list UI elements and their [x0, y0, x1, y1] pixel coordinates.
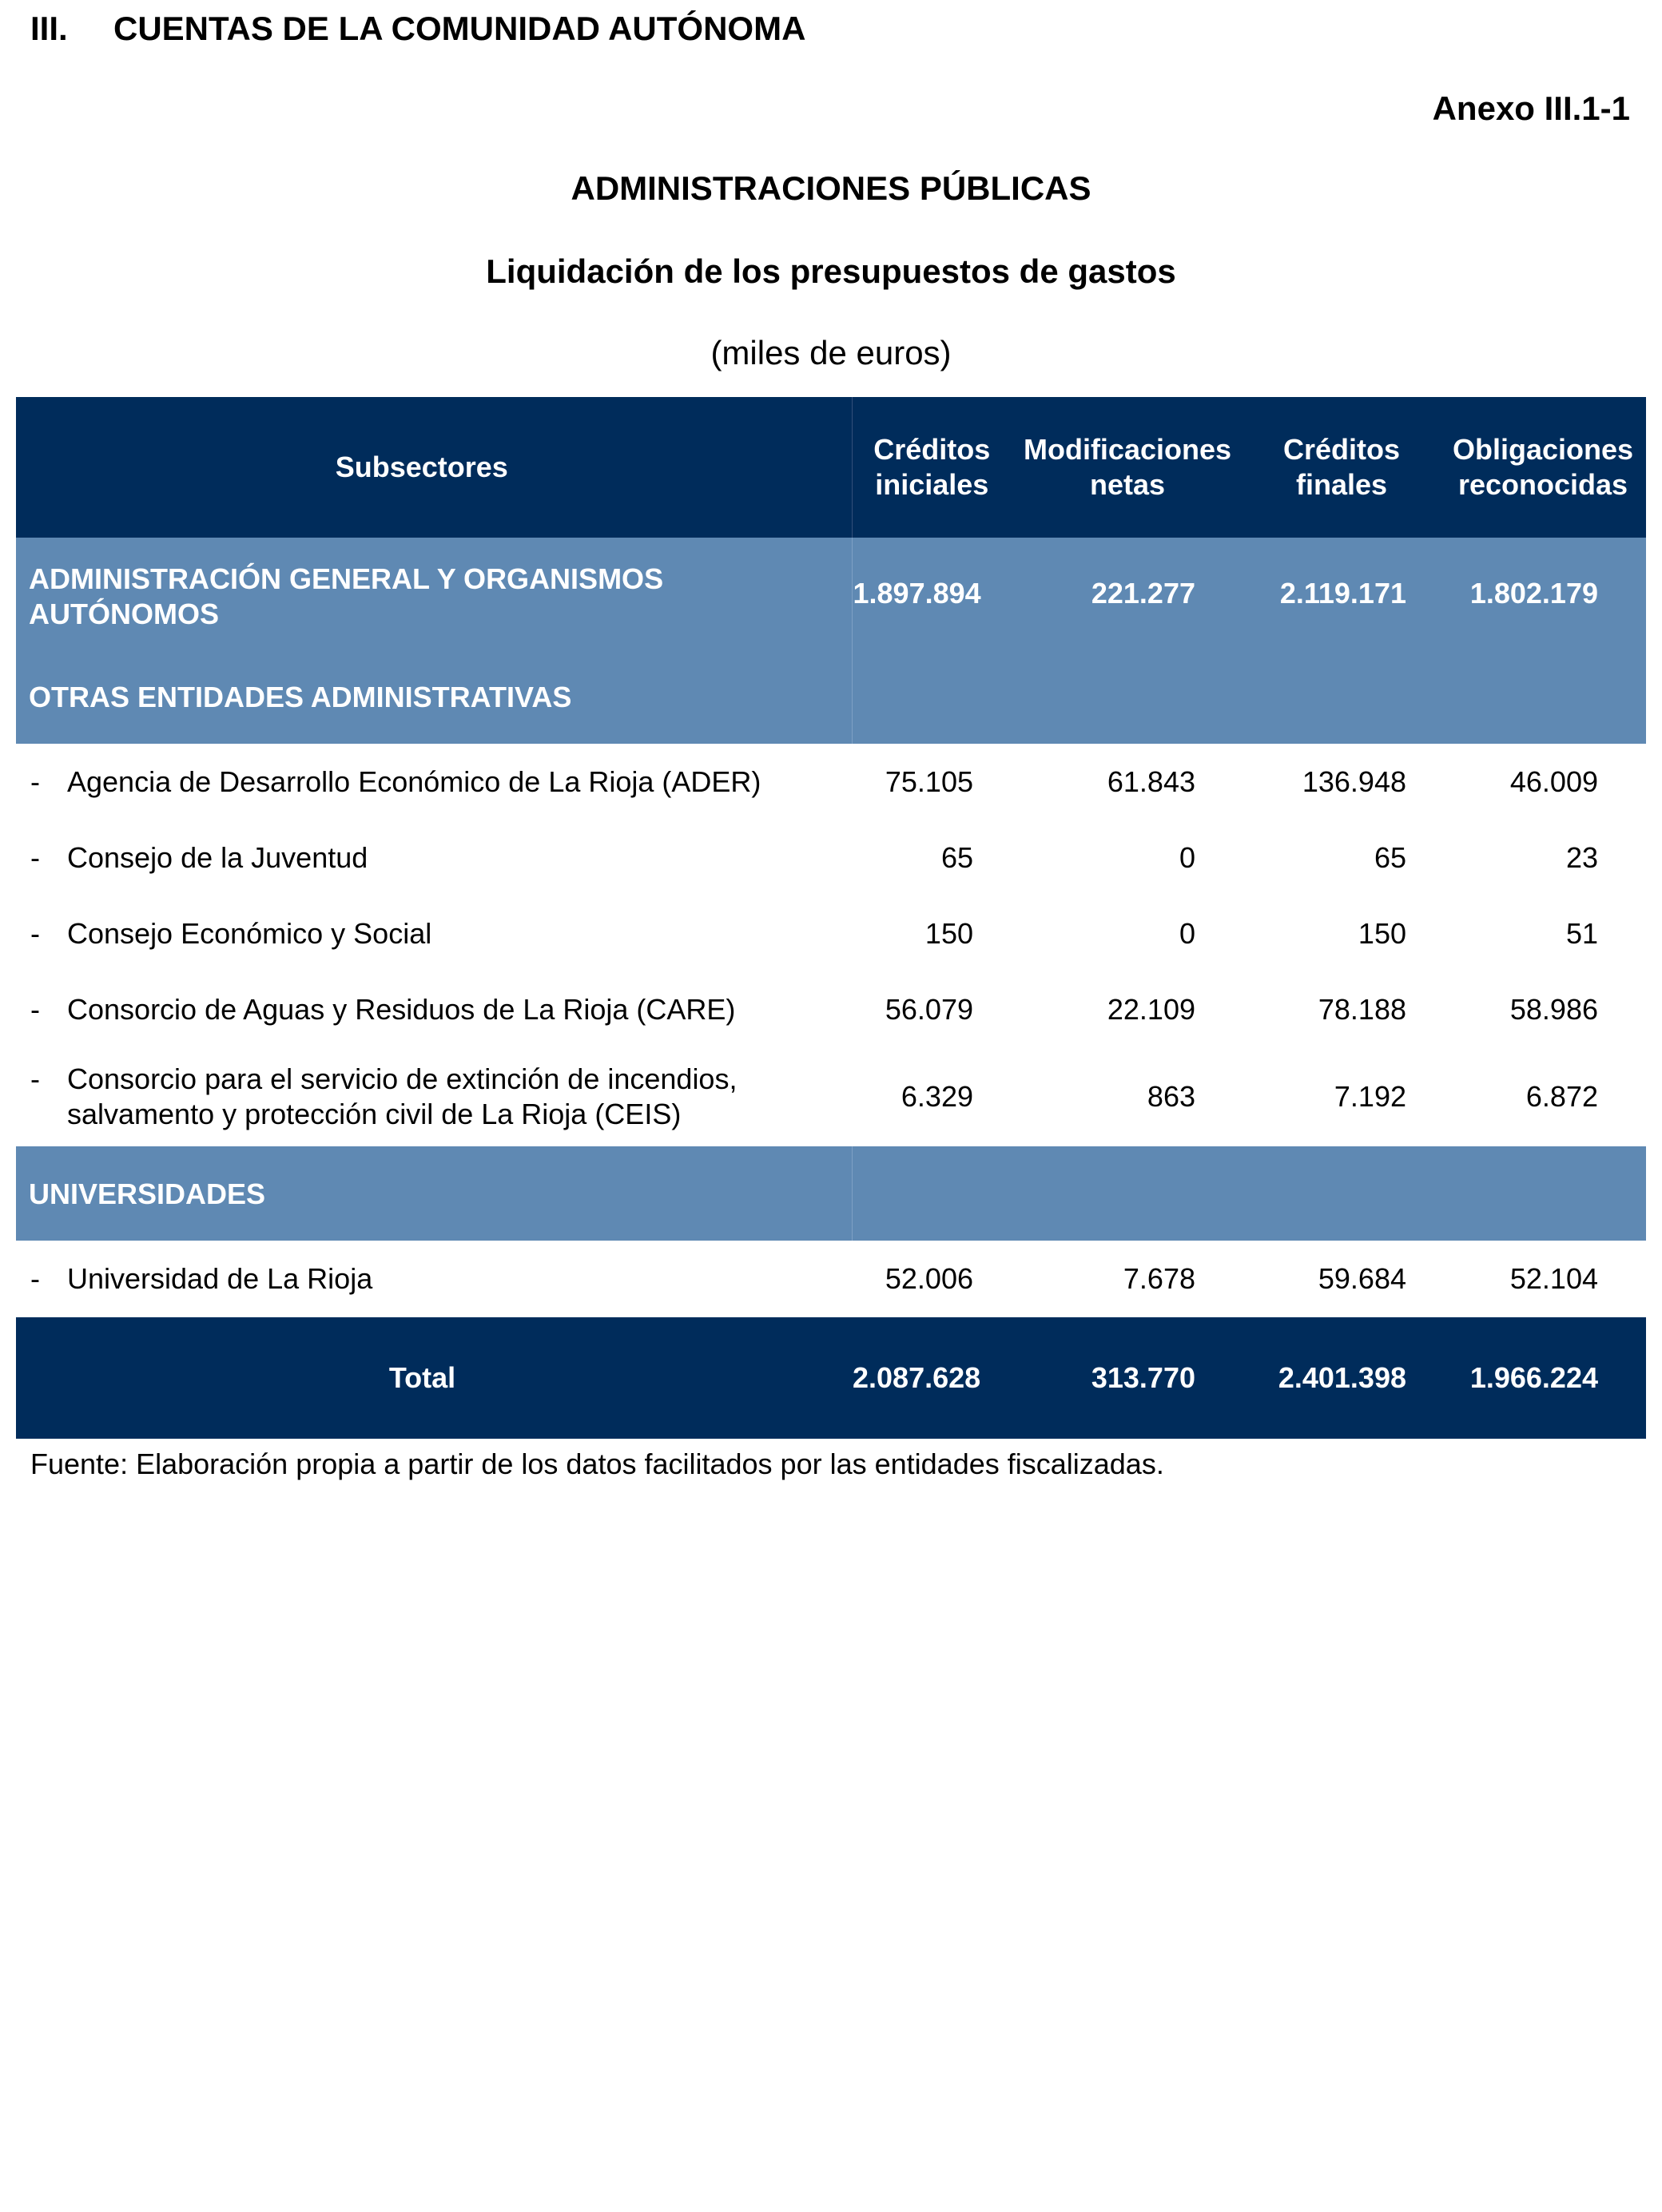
value-obligaciones-reconocidas: 46.009 [1509, 764, 1598, 798]
entity-name [16, 744, 852, 820]
header-creditos-iniciales [852, 397, 1012, 538]
entity-label: Consorcio de Aguas y Residuos de La Rioja (CARE) [67, 992, 736, 1026]
value-creditos-iniciales: 52.006 [885, 1262, 973, 1295]
table-row [16, 744, 1646, 820]
section-heading [30, 10, 805, 48]
entity-label: Agencia de Desarrollo Económico de La Rioja (ADER) [67, 764, 761, 798]
table-row [16, 1241, 1646, 1317]
value-creditos-finales: 136.948 [1302, 764, 1406, 798]
entity-label: Consejo Económico y Social [67, 916, 432, 950]
entity-label-line: Consorcio para el servicio de extinción de incendios, [67, 1062, 738, 1095]
value-creditos-iniciales: 75.105 [885, 764, 973, 798]
header-line: Modificaciones [1023, 433, 1232, 466]
table-row [16, 971, 1646, 1047]
universidades-row [16, 1146, 1646, 1241]
value-obligaciones-reconocidas: 6.872 [1525, 1080, 1598, 1113]
page-title: ADMINISTRACIONES PÚBLICAS [571, 169, 1091, 207]
table-row [16, 1047, 1646, 1146]
value-obligaciones-reconocidas: 52.104 [1509, 1262, 1598, 1295]
bullet-dash: - [30, 840, 40, 874]
value-creditos-iniciales: 150 [924, 916, 973, 950]
header-line: Créditos [1282, 433, 1401, 466]
budget-table [16, 397, 1646, 1439]
header-creditos-finales [1243, 397, 1440, 538]
annex-label: Anexo III.1-1 [1432, 89, 1630, 127]
header-line: reconocidas [1457, 468, 1628, 501]
total-modificaciones-netas: 313.770 [1091, 1361, 1195, 1394]
entity-name [16, 1241, 852, 1317]
value-obligaciones-reconocidas: 51 [1565, 916, 1598, 950]
value-creditos-finales: 7.192 [1334, 1080, 1406, 1113]
label-line: AUTÓNOMOS [29, 597, 219, 630]
header-line: Créditos [873, 433, 991, 466]
value-modificaciones-netas: 0 [1179, 840, 1195, 874]
entity-name [16, 971, 852, 1047]
value-creditos-iniciales: 56.079 [885, 992, 973, 1026]
total-label: Total [388, 1361, 456, 1394]
header-line: iniciales [875, 468, 989, 501]
otras-entidades-row [16, 649, 1646, 744]
value-obligaciones-reconocidas: 23 [1565, 840, 1598, 874]
entity-label: Consejo de la Juventud [67, 840, 368, 874]
page-subtitle: Liquidación de los presupuestos de gastos [486, 252, 1176, 290]
value-modificaciones-netas: 221.277 [1091, 577, 1195, 610]
value-modificaciones-netas: 7.678 [1123, 1262, 1195, 1295]
value-creditos-finales: 65 [1374, 840, 1406, 874]
entity-label: Universidad de La Rioja [67, 1262, 373, 1295]
otras-entidades-label: OTRAS ENTIDADES ADMINISTRATIVAS [29, 681, 572, 713]
value-creditos-finales: 2.119.171 [1279, 577, 1406, 610]
value-obligaciones-reconocidas: 58.986 [1509, 992, 1598, 1026]
value-creditos-iniciales: 1.897.894 [852, 538, 1012, 649]
value-modificaciones-netas: 863 [1147, 1080, 1195, 1113]
section-title: CUENTAS DE LA COMUNIDAD AUTÓNOMA [113, 10, 806, 47]
header-modificaciones-netas [1012, 397, 1243, 538]
header-obligaciones-reconocidas [1440, 397, 1646, 538]
header-line: finales [1295, 468, 1388, 501]
value-creditos-finales: 78.188 [1318, 992, 1406, 1026]
value-creditos-iniciales: 65 [940, 840, 973, 874]
section-number: III. [30, 10, 68, 47]
bullet-dash: - [30, 992, 40, 1026]
table-row [16, 896, 1646, 971]
bullet-dash: - [30, 764, 40, 798]
table-row [16, 820, 1646, 896]
value-creditos-iniciales: 6.329 [901, 1080, 973, 1113]
header-line: netas [1089, 468, 1166, 501]
total-row [16, 1317, 1646, 1439]
entity-name [16, 1047, 852, 1146]
units-label: (miles de euros) [710, 334, 952, 371]
bullet-dash: - [30, 916, 40, 950]
value-modificaciones-netas: 61.843 [1107, 764, 1195, 798]
value-modificaciones-netas: 0 [1179, 916, 1195, 950]
entity-label [67, 1062, 834, 1132]
header-line: Obligaciones [1452, 433, 1634, 466]
bullet-dash: - [30, 1062, 40, 1095]
entity-label-line: salvamento y protección civil de La Rioja (CEIS) [67, 1098, 682, 1130]
total-creditos-iniciales: 2.087.628 [853, 1361, 981, 1394]
value-creditos-finales: 59.684 [1318, 1262, 1406, 1295]
total-obligaciones-reconocidas: 1.966.224 [1469, 1361, 1598, 1394]
total-creditos-finales: 2.401.398 [1278, 1361, 1406, 1394]
header-subsectores: Subsectores [335, 451, 508, 483]
admin-general-label [16, 538, 852, 649]
table-header-row [16, 397, 1646, 538]
value-creditos-finales: 150 [1358, 916, 1406, 950]
value-modificaciones-netas: 22.109 [1107, 992, 1195, 1026]
entity-name [16, 896, 852, 971]
admin-general-row [16, 538, 1646, 649]
universidades-label: UNIVERSIDADES [29, 1177, 266, 1210]
label-line: ADMINISTRACIÓN GENERAL Y ORGANISMOS [29, 562, 664, 595]
value-obligaciones-reconocidas: 1.802.179 [1469, 577, 1598, 610]
source-note: Fuente: Elaboración propia a partir de los datos facilitados por las entidades fiscalizadas. [30, 1448, 1164, 1480]
entity-name [16, 820, 852, 896]
bullet-dash: - [30, 1262, 40, 1295]
